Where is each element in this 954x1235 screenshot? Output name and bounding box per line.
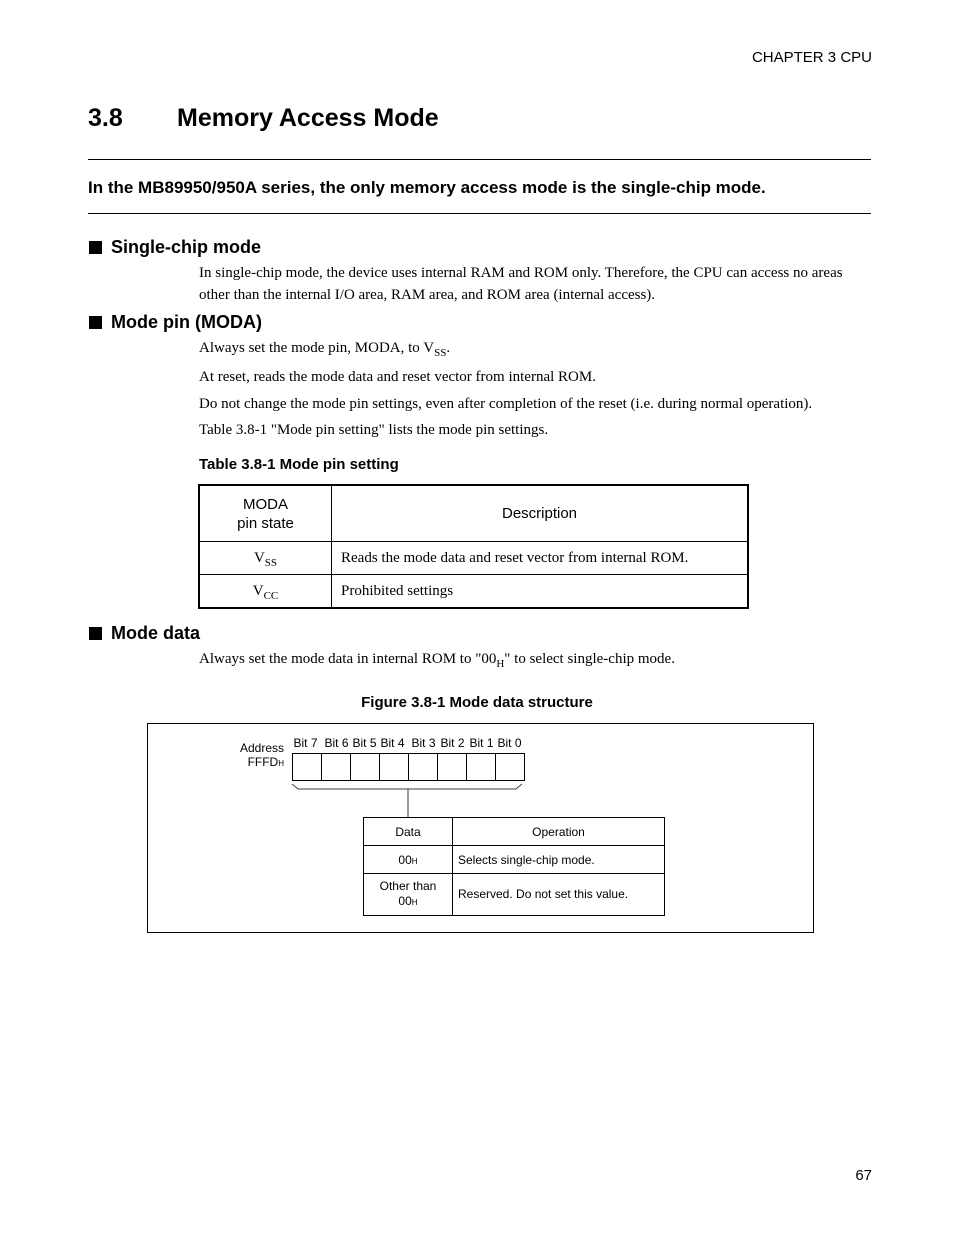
section-title: Memory Access Mode — [177, 104, 439, 132]
column-header-operation: Operation — [453, 818, 665, 846]
bit-cell — [467, 754, 496, 780]
figure-caption: Figure 3.8-1 Mode data structure — [361, 694, 593, 711]
column-header-description: Description — [332, 485, 749, 542]
bit-label: Bit 4 — [380, 736, 405, 750]
bit-label: Bit 6 — [324, 736, 349, 750]
table-row — [199, 542, 748, 575]
summary-top-rule — [88, 159, 871, 160]
column-header-pin-state: MODA pin state — [199, 485, 332, 542]
mode-data-table — [363, 817, 665, 916]
heading-single-chip-label: Single-chip mode — [111, 237, 262, 257]
mode-pin-paragraph-4: Table 3.8-1 "Mode pin setting" lists the mode pin settings. — [199, 422, 549, 438]
heading-single-chip-mode — [88, 237, 261, 258]
description-cell: Prohibited settings — [332, 575, 749, 609]
mode-pin-table — [198, 484, 749, 609]
section-number: 3.8 — [88, 104, 123, 132]
table-header-row — [364, 818, 665, 846]
square-bullet-icon — [89, 241, 102, 254]
mode-pin-paragraph-1: Always set the mode pin, MODA, to $V_{SS}$. — [199, 340, 451, 359]
bit-label: Bit 5 — [352, 736, 377, 750]
bit-register — [292, 753, 525, 781]
address-label: Address FFFDH — [239, 741, 284, 769]
section-summary: In the MB89950/950A series, the only memory access mode is the single-chip mode. — [88, 178, 766, 197]
square-bullet-icon — [89, 316, 102, 329]
pin-state-cell: $V_{SS}$ — [199, 542, 332, 575]
operation-cell: Reserved. Do not set this value. — [453, 874, 665, 916]
page-number: 67 — [855, 1167, 872, 1184]
bit-label: Bit 3 — [411, 736, 436, 750]
column-header-data: Data — [364, 818, 453, 846]
mode-pin-paragraph-2: At reset, reads the mode data and reset vector from internal ROM. — [199, 369, 596, 385]
bit-label: Bit 7 — [293, 736, 318, 750]
bit-cell — [438, 754, 467, 780]
bit-cell — [409, 754, 438, 780]
description-cell: Reads the mode data and reset vector from internal ROM. — [332, 542, 749, 575]
pin-state-cell: $V_{CC}$ — [199, 575, 332, 609]
data-cell: Other than 00H — [364, 874, 453, 916]
operation-cell: Selects single-chip mode. — [453, 846, 665, 874]
bit-label: Bit 2 — [440, 736, 465, 750]
chapter-header: CHAPTER 3 CPU — [751, 49, 872, 66]
data-cell: 00H — [364, 846, 453, 874]
heading-mode-data-label: Mode data — [111, 623, 201, 643]
bit-cell — [380, 754, 409, 780]
heading-mode-pin-label: Mode pin (MODA) — [111, 312, 262, 332]
table-row — [364, 846, 665, 874]
bit-label: Bit 1 — [469, 736, 494, 750]
bit-cell — [496, 754, 524, 780]
table-caption: Table 3.8-1 Mode pin setting — [199, 456, 399, 473]
heading-mode-data — [88, 623, 200, 644]
summary-bottom-rule — [88, 213, 871, 214]
table-header-row — [199, 485, 748, 542]
mode-pin-paragraph-3: Do not change the mode pin settings, even after completion of the reset (i.e. during normal operation). — [199, 396, 813, 412]
bracket-connector — [290, 782, 526, 818]
square-bullet-icon — [89, 627, 102, 640]
table-row — [364, 874, 665, 916]
bit-cell — [351, 754, 380, 780]
bit-cell — [293, 754, 322, 780]
table-row — [199, 575, 748, 609]
bit-cell — [322, 754, 351, 780]
single-chip-paragraph: In single-chip mode, the device uses internal RAM and ROM only. Therefore, the CPU can access no areas other than the internal I/O area, RAM area, and ROM area (internal access). — [199, 265, 843, 303]
mode-data-paragraph: Always set the mode data in internal ROM to "$00_H$" to select single-chip mode. — [199, 651, 675, 670]
heading-mode-pin — [88, 312, 262, 333]
bit-label: Bit 0 — [497, 736, 522, 750]
